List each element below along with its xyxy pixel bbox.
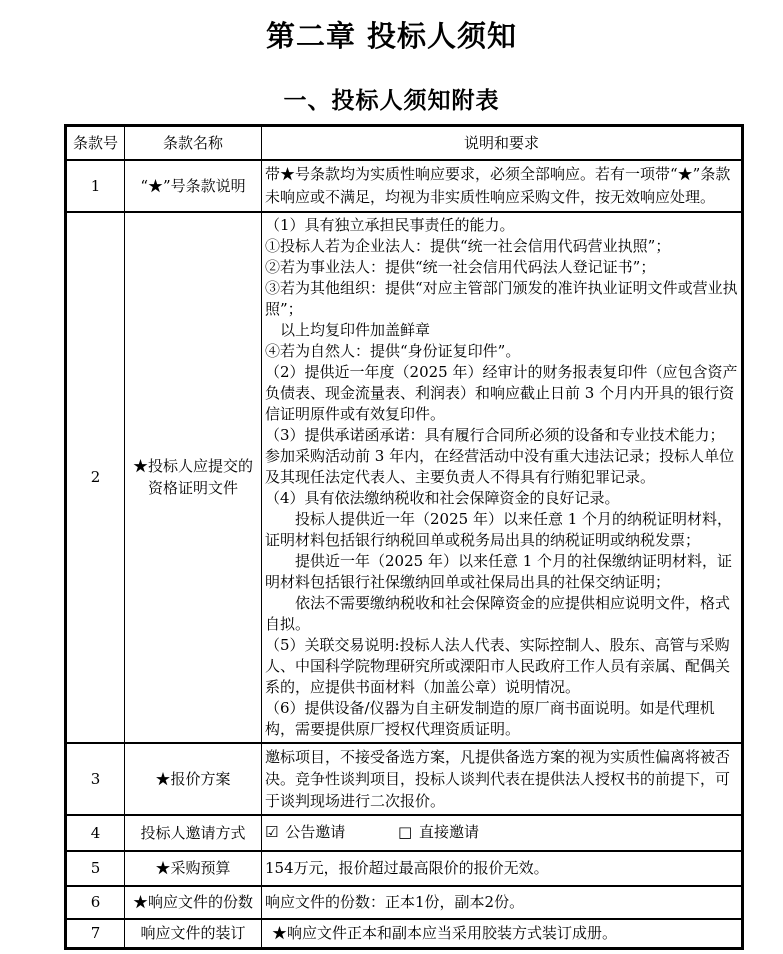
table-header-row bbox=[66, 126, 743, 160]
clause-number: 5 bbox=[66, 851, 125, 886]
qualification-paragraph: （3）提供承诺函承诺：具有履行合同所必须的设备和专业技术能力；参加采购活动前 3 年内，在经营活动中没有重大违法记录；投标人单位及其现任法定代表人、主要负责人不得具有行贿犯罪记录。 bbox=[265, 425, 735, 486]
table-row-quotation-plan bbox=[66, 743, 743, 815]
checkbox-label: 直接邀请 bbox=[419, 823, 480, 841]
column-header-clause-no: 条款号 bbox=[66, 126, 125, 160]
table-row-response-binding bbox=[66, 919, 743, 949]
column-header-clause-name: 条款名称 bbox=[125, 126, 262, 160]
clause-number: 2 bbox=[66, 212, 125, 743]
checkbox-checked-icon: ☑ bbox=[265, 823, 279, 841]
clause-description: 带★号条款均为实质性响应要求，必须全部响应。若有一项带“★”条款未响应或不满足，均视为非实质性响应采购文件，按无效响应处理。 bbox=[262, 160, 743, 212]
clause-description bbox=[262, 212, 743, 743]
table-row-response-copies bbox=[66, 886, 743, 919]
option-public-announcement-invite bbox=[265, 821, 345, 844]
qualification-paragraph: ④若为自然人：提供“身份证复印件”。 bbox=[265, 341, 521, 360]
clause-description: ★响应文件正本和副本应当采用胶装方式装订成册。 bbox=[262, 919, 743, 949]
clause-description bbox=[262, 815, 743, 851]
table-row-star-clause-note bbox=[66, 160, 743, 212]
column-header-description: 说明和要求 bbox=[262, 126, 743, 160]
clause-number: 3 bbox=[66, 743, 125, 815]
table-row-qualification-documents bbox=[66, 212, 743, 743]
clause-name: “★”号条款说明 bbox=[125, 160, 262, 212]
qualification-paragraph: （2）提供近一年度（2025 年）经审计的财务报表复印件（应包含资产负债表、现金流量表、利润表）和响应截止日前 3 个月内开具的银行资信证明原件或有效复印件。 bbox=[265, 362, 738, 423]
qualification-paragraph: （4）具有依法缴纳税收和社会保障资金的良好记录。 bbox=[265, 488, 620, 507]
qualification-paragraph: （1）具有独立承担民事责任的能力。 bbox=[265, 215, 515, 234]
option-direct-invite bbox=[398, 821, 479, 844]
qualification-paragraph: 依法不需要缴纳税收和社会保障资金的应提供相应说明文件，格式自拟。 bbox=[265, 593, 731, 633]
table-row-procurement-budget bbox=[66, 851, 743, 886]
checkbox-label: 公告邀请 bbox=[285, 823, 346, 841]
clause-name: ★响应文件的份数 bbox=[125, 886, 262, 919]
clause-name: ★采购预算 bbox=[125, 851, 262, 886]
qualification-paragraph: 投标人提供近一年（2025 年）以来任意 1 个月的纳税证明材料，证明材料包括银行纳税回单或税务局出具的纳税证明或纳税发票； bbox=[265, 509, 733, 549]
clause-name: ★报价方案 bbox=[125, 743, 262, 815]
qualification-paragraph: ①投标人若为企业法人：提供“统一社会信用代码营业执照”； bbox=[265, 236, 671, 255]
table-row-invitation-method bbox=[66, 815, 743, 851]
clause-description: 响应文件的份数：正本1份，副本2份。 bbox=[262, 886, 743, 919]
qualification-paragraph: ②若为事业法人：提供“统一社会信用代码法人登记证书”； bbox=[265, 257, 656, 276]
qualification-paragraph: （5）关联交易说明:投标人法人代表、实际控制人、股东、高管与采购人、中国科学院物理研究所或溧阳市人民政府工作人员有亲属、配偶关系的，应提供书面材料（加盖公章）说明情况。 bbox=[265, 635, 731, 696]
qualification-paragraph: 提供近一年（2025 年）以来任意 1 个月的社保缴纳证明材料，证明材料包括银行社保缴纳回单或社保局出具的社保交纳证明； bbox=[265, 551, 733, 591]
page-title: 第二章 投标人须知 bbox=[265, 19, 518, 53]
qualification-paragraph: （6）提供设备/仪器为自主研发制造的原厂商书面说明。如是代理机构，需要提供原厂授权代理资质证明。 bbox=[265, 698, 715, 738]
clause-number: 6 bbox=[66, 886, 125, 919]
clause-name: ★投标人应提交的资格证明文件 bbox=[125, 212, 262, 743]
qualification-paragraph: ③若为其他组织：提供“对应主管部门颁发的准许执业证明文件或营业执照”； bbox=[265, 278, 738, 318]
bidder-notice-table bbox=[64, 124, 744, 950]
section-title: 一、投标人须知附表 bbox=[283, 87, 500, 114]
clause-description: 邀标项目，不接受备选方案，凡提供备选方案的视为实质性偏离将被否决。竞争性谈判项目，投标人谈判代表在提供法人授权书的前提下，可于谈判现场进行二次报价。 bbox=[262, 743, 743, 815]
clause-number: 1 bbox=[66, 160, 125, 212]
clause-name: 响应文件的装订 bbox=[125, 919, 262, 949]
clause-number: 4 bbox=[66, 815, 125, 851]
clause-description: 154万元，报价超过最高限价的报价无效。 bbox=[262, 851, 743, 886]
qualification-paragraph: 以上均复印件加盖鲜章 bbox=[265, 320, 431, 339]
clause-name: 投标人邀请方式 bbox=[125, 815, 262, 851]
clause-number: 7 bbox=[66, 919, 125, 949]
checkbox-unchecked-icon: □ bbox=[398, 823, 413, 841]
